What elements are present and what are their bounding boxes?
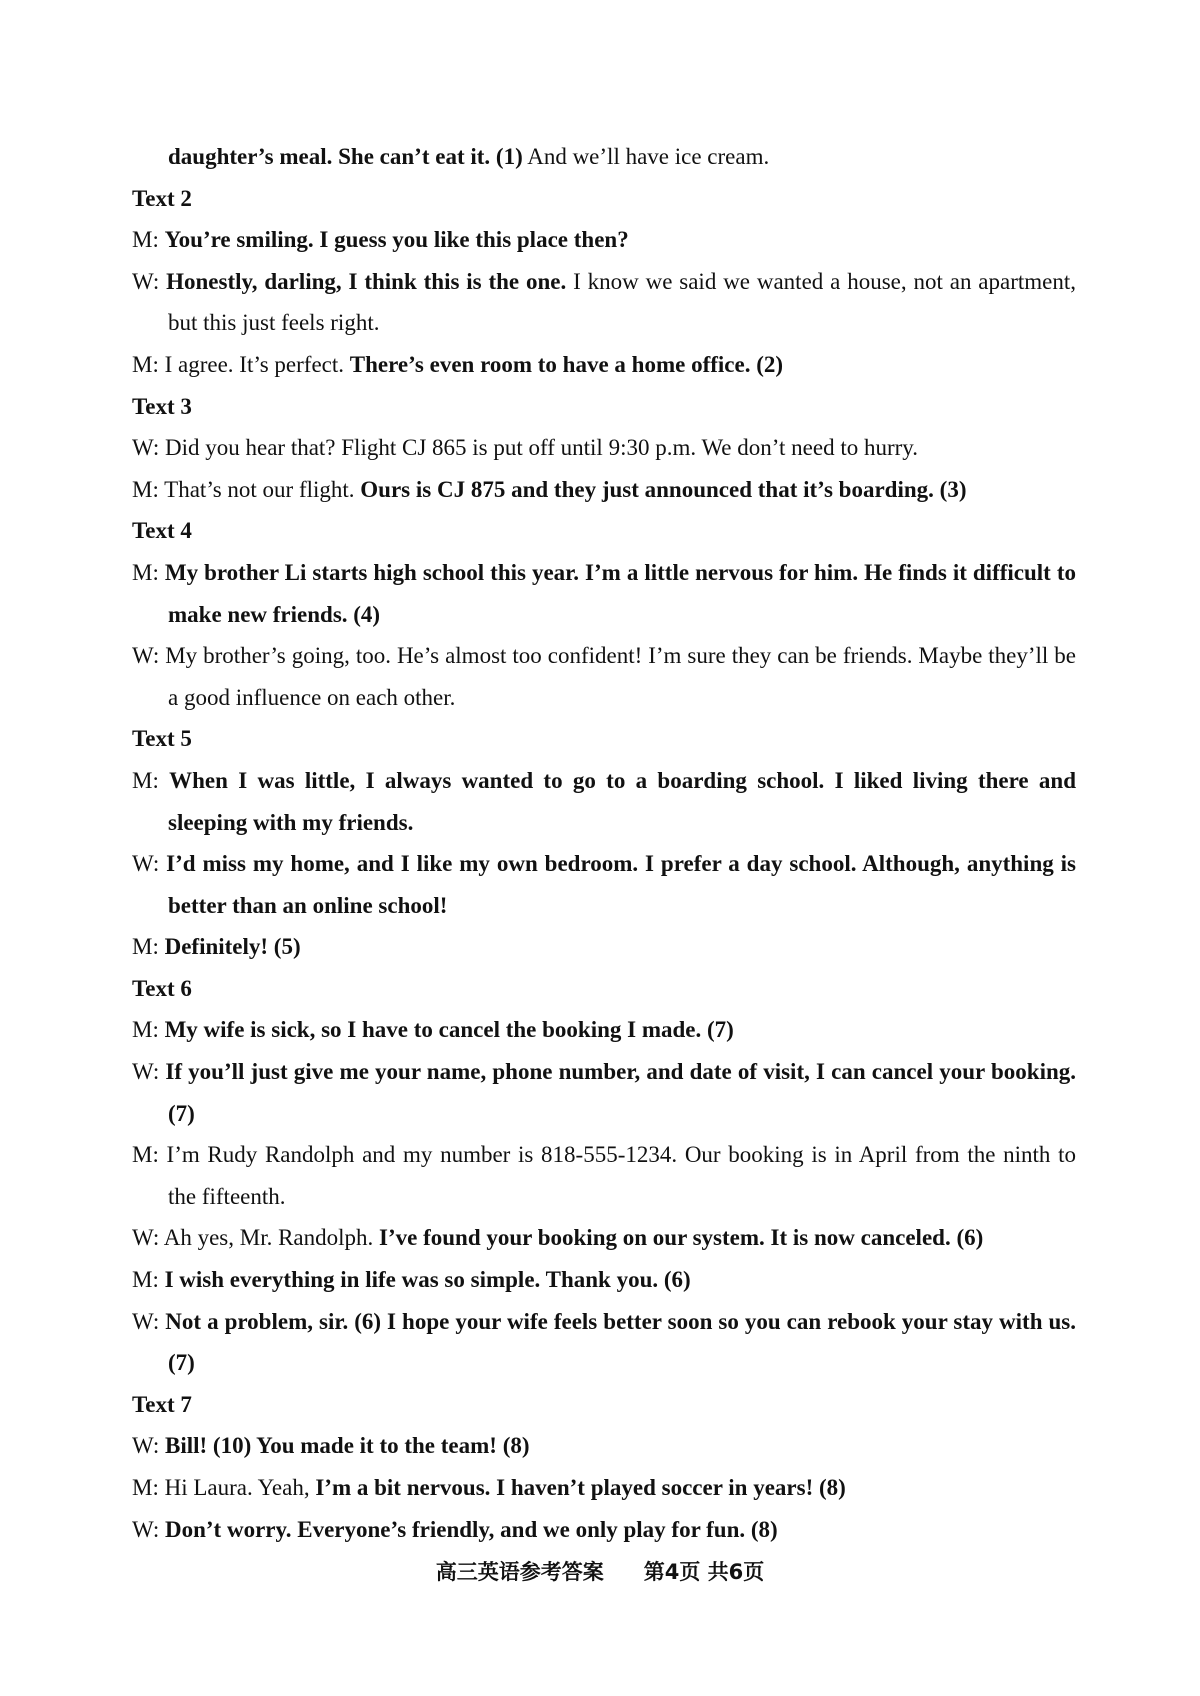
text4-heading: Text 4 [132,518,192,544]
text6-line4 [132,1217,1076,1259]
text2-line1 [132,219,1076,261]
text5-line2 [132,843,1076,926]
text2-heading: Text 2 [132,185,192,211]
speaker: W: [132,1059,166,1085]
bold-answer: My brother Li starts high school this year. I’m a little nervous for him. He finds it difficult to make new friends. (4) [164,559,1076,627]
bold-answer: Not a problem, sir. (6) I hope your wife feels better soon so you can rebook your stay with us. (7) [165,1308,1077,1376]
bold-answer: daughter’s meal. She can’t eat it. (1) [168,144,523,169]
bold-answer: Ours is CJ 875 and they just announced that it’s boarding. (3) [360,476,967,502]
bold-answer: Don’t worry. Everyone’s friendly, and we only play for fun. (8) [165,1516,778,1542]
speaker: W: [132,851,167,877]
text7-line2 [132,1467,1076,1509]
text1-continuation [132,136,1076,178]
bold-answer: Bill! (10) You made it to the team! (8) [165,1433,530,1459]
bold-answer: Honestly, darling, I think this is the one. [166,268,567,294]
bold-answer: I’m a bit nervous. I haven’t played soccer in years! (8) [315,1475,846,1500]
text4-line2 [132,635,1076,718]
text5-line1 [132,760,1076,843]
text5-line3 [132,926,1076,968]
text2-line3 [132,344,1076,386]
speaker: W: [132,1433,165,1459]
plain-text: W: Ah yes, Mr. Randolph. [132,1225,380,1251]
bold-answer: My wife is sick, so I have to cancel the booking I made. (7) [164,1017,734,1043]
plain-text: W: My brother’s going, too. He’s almost too confident! I’m sure they can be friends. Maybe they’ll be a good influence on each other. [132,643,1076,710]
speaker: M: [132,767,170,793]
text7-line1 [132,1425,1076,1467]
speaker: W: [132,268,167,294]
text3-line2 [132,469,1076,511]
bold-answer: You’re smiling. I guess you like this place then? [164,227,629,253]
text6-line5 [132,1259,1076,1301]
speaker: M: [132,559,165,585]
speaker: M: [132,1267,165,1293]
speaker: W: [132,1308,166,1334]
text7-heading: Text 7 [132,1391,192,1417]
text6-line3 [132,1134,1076,1217]
plain-text: And we’ll have ice cream. [522,144,770,169]
bold-answer: If you’ll just give me your name, phone number, and date of visit, I can cancel your booking. (7) [165,1059,1076,1126]
plain-text: M: I agree. It’s perfect. [132,351,350,377]
text3-heading: Text 3 [132,393,192,419]
text7-line3 [132,1509,1076,1551]
bold-answer: There’s even room to have a home office. (2) [349,351,784,377]
bold-answer: Definitely! (5) [164,934,301,960]
plain-text: W: Did you hear that? Flight CJ 865 is put off until 9:30 p.m. We don’t need to hurry. [132,435,919,461]
bold-answer: I’d miss my home, and I like my own bedroom. I prefer a day school. Although, anything is better than an online school! [166,851,1076,918]
text4-line1 [132,552,1076,635]
text6-line1 [132,1009,1076,1051]
footer-page-number: 第4页 共6页 [643,1560,765,1584]
text5-heading: Text 5 [132,726,192,752]
plain-text: M: I’m Rudy Randolph and my number is 818-555-1234. Our booking is in April from the ninth to the fifteenth. [132,1142,1076,1209]
text6-line6 [132,1301,1076,1384]
speaker: W: [132,1516,165,1542]
bold-answer: When I was little, I always wanted to go to a boarding school. I liked living there and sleeping with my friends. [168,767,1076,835]
speaker: M: [132,227,165,253]
text3-line1 [132,427,1076,469]
speaker: M: [132,1017,165,1043]
text6-heading: Text 6 [132,975,192,1001]
transcript-body [132,136,1076,1550]
text2-line2 [132,261,1076,344]
plain-text: M: That’s not our flight. [132,476,361,502]
page-footer [0,1556,1200,1586]
footer-title: 高三英语参考答案 [435,1560,604,1584]
plain-text: I know we said we wanted a house, not an apartment, but this just feels right. [168,268,1077,336]
text6-line2 [132,1051,1076,1134]
plain-text: M: Hi Laura. Yeah, [132,1475,316,1500]
bold-answer: I’ve found your booking on our system. It is now canceled. (6) [379,1225,984,1251]
bold-answer: I wish everything in life was so simple. Thank you. (6) [164,1267,691,1293]
speaker: M: [132,934,165,960]
